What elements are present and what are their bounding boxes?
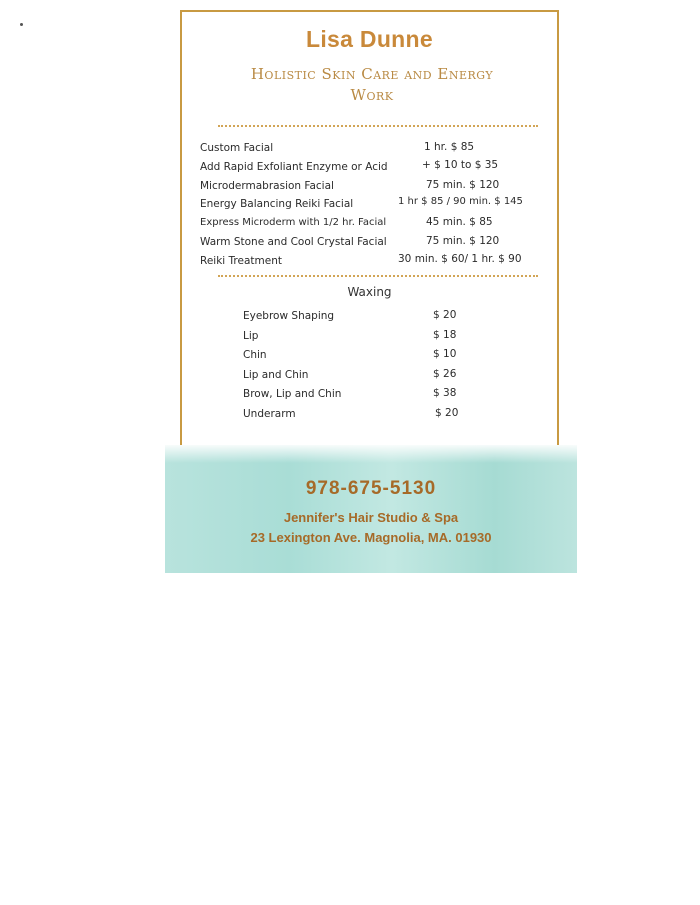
waxing-name: Lip and Chin	[243, 369, 309, 381]
practitioner-name: Lisa Dunne	[306, 26, 433, 52]
waxing-price: $ 26	[433, 368, 457, 380]
waxing-name: Brow, Lip and Chin	[243, 388, 342, 400]
service-name: Energy Balancing Reiki Facial	[200, 198, 354, 210]
service-price: 1 hr. $ 85	[424, 141, 475, 153]
service-name: Custom Facial	[200, 142, 274, 154]
waxing-name: Lip	[243, 330, 259, 342]
service-price: + $ 10 to $ 35	[422, 159, 499, 171]
watercolor-wash	[165, 445, 577, 463]
subtitle-line-1: Holistic Skin Care and Energy	[250, 65, 494, 83]
dotted-divider-bottom	[218, 275, 538, 277]
waxing-price: $ 18	[433, 329, 457, 341]
scan-speck	[20, 23, 23, 26]
phone-number: 978-675-5130	[305, 478, 437, 499]
service-name: Warm Stone and Cool Crystal Facial	[200, 236, 387, 248]
waxing-price: $ 20	[433, 309, 457, 321]
service-name: Reiki Treatment	[200, 255, 282, 267]
service-price: 75 min. $ 120	[426, 179, 500, 191]
waxing-name: Eyebrow Shaping	[243, 310, 335, 322]
waxing-name: Underarm	[243, 408, 296, 420]
contact-band	[165, 445, 577, 573]
service-name: Express Microderm with 1/2 hr. Facial	[200, 217, 387, 228]
subtitle-line-2: Work	[350, 86, 394, 104]
waxing-name: Chin	[243, 349, 267, 361]
studio-name: Jennifer's Hair Studio & Spa	[283, 510, 459, 525]
service-price: 30 min. $ 60/ 1 hr. $ 90	[398, 253, 522, 265]
service-price: 75 min. $ 120	[426, 235, 500, 247]
waxing-heading: Waxing	[347, 285, 392, 299]
waxing-price: $ 38	[433, 387, 457, 399]
service-price: 45 min. $ 85	[426, 216, 493, 228]
service-name: Microdermabrasion Facial	[200, 180, 334, 192]
service-name: Add Rapid Exfoliant Enzyme or Acid	[200, 161, 388, 173]
dotted-divider-top	[218, 125, 538, 127]
service-price: 1 hr $ 85 / 90 min. $ 145	[398, 196, 523, 207]
practitioner-subtitle	[222, 64, 522, 106]
studio-address: 23 Lexington Ave. Magnolia, MA. 01930	[250, 530, 492, 545]
price-card	[180, 10, 559, 467]
waxing-price: $ 20	[435, 407, 459, 419]
waxing-price: $ 10	[433, 348, 457, 360]
